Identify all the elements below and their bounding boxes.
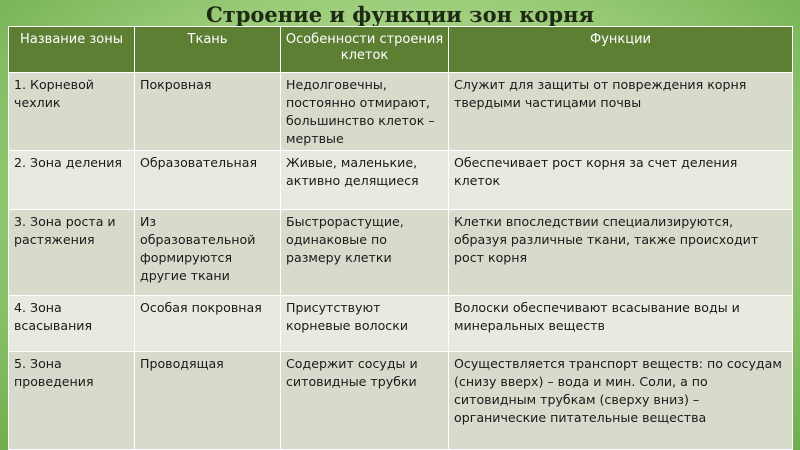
header-tissue: Ткань xyxy=(135,27,281,73)
cell-functions: Осуществляется транспорт веществ: по сосудам (снизу вверх) – вода и мин. Соли, а по ситовидным трубкам (сверху вниз) – органические питательные вещества xyxy=(449,352,793,450)
table-row xyxy=(9,210,793,296)
cell-cell-features: Присутствуют корневые волоски xyxy=(281,296,449,352)
page-title: Строение и функции зон корня xyxy=(205,2,594,27)
header-zone-name: Название зоны xyxy=(9,27,135,73)
table-row xyxy=(9,352,793,450)
cell-zone-name: 5. Зона проведения xyxy=(9,352,135,450)
cell-zone-name: 2. Зона деления xyxy=(9,151,135,210)
table-header-row xyxy=(9,27,793,73)
header-cell-features: Особенности строения клеток xyxy=(281,27,449,73)
cell-tissue: Образовательная xyxy=(135,151,281,210)
cell-tissue: Покровная xyxy=(135,73,281,151)
cell-functions: Обеспечивает рост корня за счет деления клеток xyxy=(449,151,793,210)
cell-cell-features: Содержит сосуды и ситовидные трубки xyxy=(281,352,449,450)
cell-tissue: Особая покровная xyxy=(135,296,281,352)
cell-functions: Волоски обеспечивают всасывание воды и минеральных веществ xyxy=(449,296,793,352)
cell-tissue: Проводящая xyxy=(135,352,281,450)
cell-functions: Служит для защиты от повреждения корня твердыми частицами почвы xyxy=(449,73,793,151)
cell-zone-name: 4. Зона всасывания xyxy=(9,296,135,352)
table-row xyxy=(9,296,793,352)
cell-cell-features: Недолговечны, постоянно отмирают, большинство клеток – мертвые xyxy=(281,73,449,151)
cell-tissue: Из образовательной формируются другие ткани xyxy=(135,210,281,296)
cell-zone-name: 3. Зона роста и растяжения xyxy=(9,210,135,296)
cell-zone-name: 1. Корневой чехлик xyxy=(9,73,135,151)
root-zones-table xyxy=(8,26,793,450)
cell-functions: Клетки впоследствии специализируются, образуя различные ткани, также происходит рост корня xyxy=(449,210,793,296)
table-row xyxy=(9,73,793,151)
cell-cell-features: Живые, маленькие, активно делящиеся xyxy=(281,151,449,210)
table-row xyxy=(9,151,793,210)
cell-cell-features: Быстрорастущие, одинаковые по размеру клетки xyxy=(281,210,449,296)
header-functions: Функции xyxy=(449,27,793,73)
